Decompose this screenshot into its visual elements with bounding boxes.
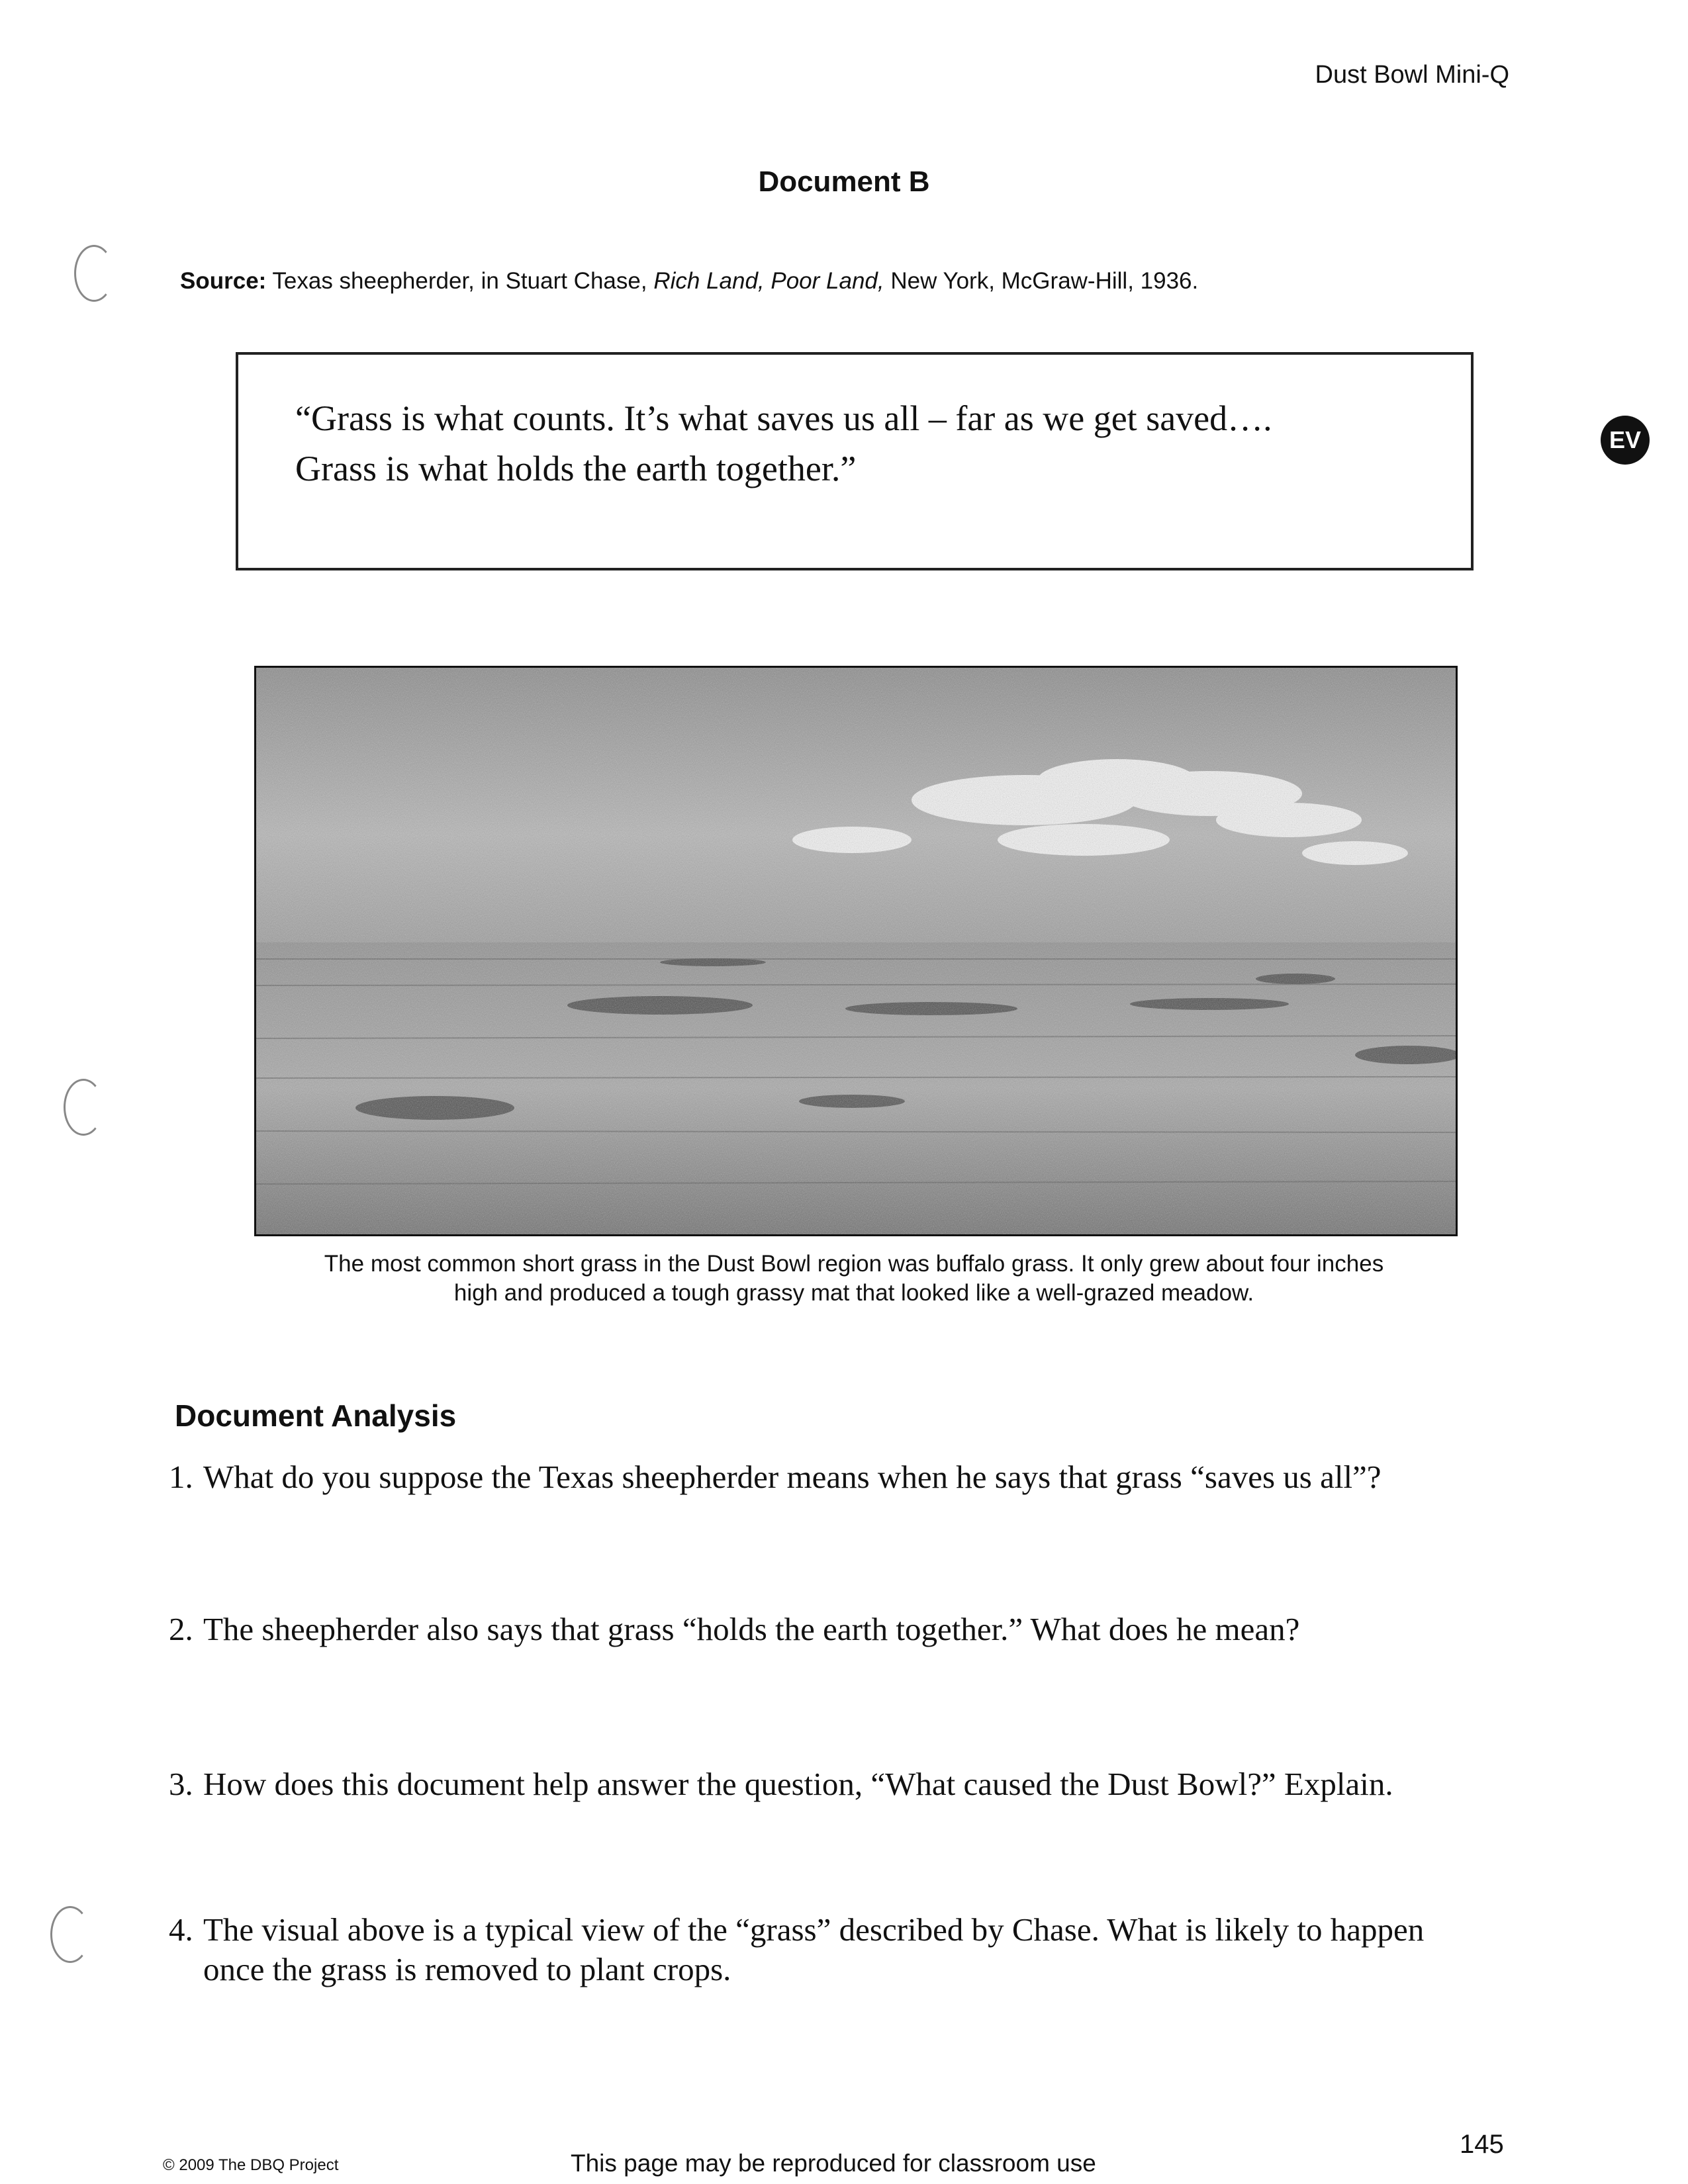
question-text-continued: once the grass is removed to plant crops.: [203, 1951, 731, 1987]
reproduce-note: This page may be reproduced for classroom use: [571, 2150, 1096, 2177]
document-title: Document B: [758, 165, 930, 198]
question-1: [169, 1457, 1499, 1497]
question-3: [169, 1764, 1499, 1804]
ev-badge: EV: [1601, 416, 1650, 465]
question-number: 2.: [169, 1611, 193, 1647]
source-suffix: New York, McGraw-Hill, 1936.: [890, 268, 1199, 294]
punch-hole-mark: [74, 245, 114, 302]
quote-line-1: “Grass is what counts. It’s what saves us all – far as we get saved….: [295, 398, 1272, 438]
copyright: © 2009 The DBQ Project: [163, 2156, 339, 2174]
caption-line-1: The most common short grass in the Dust Bowl region was buffalo grass. It only grew about four inches: [324, 1251, 1384, 1277]
punch-hole-mark: [64, 1079, 103, 1136]
header-title: Dust Bowl Mini-Q: [1315, 61, 1509, 89]
question-text: The sheepherder also says that grass “holds the earth together.” What does he mean?: [203, 1611, 1300, 1647]
question-number: 4.: [169, 1911, 193, 1948]
page-number: 145: [1460, 2130, 1504, 2159]
question-text: What do you suppose the Texas sheepherder means when he says that grass “saves us all”?: [203, 1459, 1382, 1495]
question-number: 3.: [169, 1766, 193, 1802]
question-text: The visual above is a typical view of the “grass” described by Chase. What is likely to happen: [203, 1911, 1425, 1948]
punch-hole-mark: [50, 1906, 90, 1963]
prairie-grass-photo: [254, 666, 1458, 1236]
source-book-title: Rich Land, Poor Land,: [653, 268, 884, 294]
photo-caption: [238, 1250, 1470, 1308]
question-2: [169, 1610, 1499, 1649]
question-text: How does this document help answer the question, “What caused the Dust Bowl?” Explain.: [203, 1766, 1393, 1802]
quote-box: [236, 352, 1474, 570]
analysis-title: Document Analysis: [175, 1398, 457, 1433]
question-number: 1.: [169, 1459, 193, 1495]
source-line: [180, 268, 1198, 295]
prairie-grass-illustration: [256, 668, 1456, 1234]
question-4: [169, 1910, 1499, 1989]
quote-line-2: Grass is what holds the earth together.”: [295, 449, 857, 488]
halftone-grain: [256, 668, 1456, 1234]
quote-text: [295, 393, 1421, 494]
source-prefix: Texas sheepherder, in Stuart Chase,: [272, 268, 647, 294]
caption-line-2: high and produced a tough grassy mat that looked like a well-grazed meadow.: [453, 1280, 1254, 1306]
source-label: Source:: [180, 268, 267, 294]
